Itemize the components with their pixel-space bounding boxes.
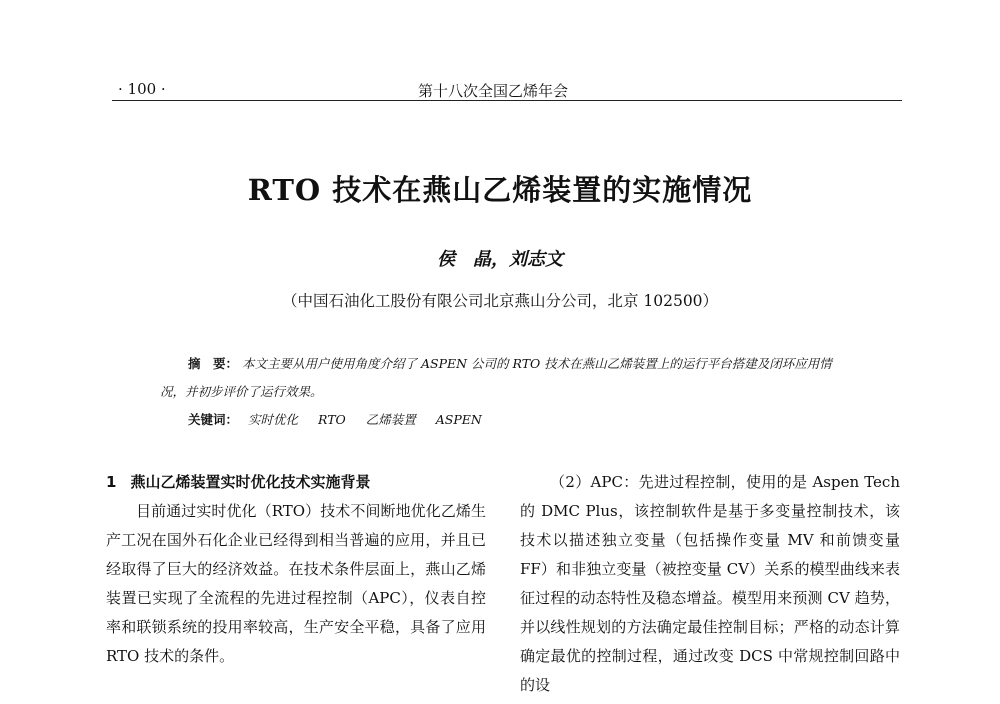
keyword-item: RTO (318, 412, 346, 427)
abstract-label: 摘 要： (188, 356, 239, 371)
section-heading (106, 468, 486, 497)
section-title: 燕山乙烯装置实时优化技术实施背景 (130, 473, 371, 491)
left-column (106, 468, 486, 671)
header-rule (112, 100, 902, 101)
page-number: · 100 · (118, 80, 166, 98)
keyword-item: 实时优化 (248, 412, 299, 427)
keywords-label: 关键词： (188, 412, 239, 427)
affiliation: （中国石油化工股份有限公司北京燕山分公司，北京 102500） (281, 292, 719, 310)
keywords (188, 410, 492, 428)
right-column (520, 468, 900, 700)
keyword-item: ASPEN (435, 412, 482, 427)
apc-paragraph: （2）APC：先进过程控制，使用的是 Aspen Tech 的 DMC Plus，该控制软件是基于多变量控制技术，该技术以描述独立变量（包括操作变量 MV 和前馈变量 FF）和非独立变量（被控变量 CV）关系的模型曲线来表征过程的动态特性及稳态增益。模型用来预测 CV 趋势，并以线性规划的方法确定最佳控制目标；严格的动态计算确定最优的控制过程，通过改变 DCS 中常规控制回路中的设 (520, 473, 900, 694)
abstract (160, 350, 850, 406)
running-title: 第十八次全国乙烯年会 (418, 82, 569, 100)
authors: 侯 晶，刘志文 (437, 249, 563, 270)
paper-title: RTO 技术在燕山乙烯装置的实施情况 (247, 173, 753, 207)
abstract-text: 本文主要从用户使用角度介绍了 ASPEN 公司的 RTO 技术在燕山乙烯装置上的运行平台搭建及闭环应用情况，并初步评价了运行效果。 (160, 356, 832, 399)
keyword-item: 乙烯装置 (365, 412, 416, 427)
section-number: 1 (106, 473, 117, 491)
section-paragraph: 目前通过实时优化（RTO）技术不间断地优化乙烯生产工况在国外石化企业已经得到相当普遍的应用，并且已经取得了巨大的经济效益。在技术条件层面上，燕山乙烯装置已实现了全流程的先进过程控制（APC），仪表自控率和联锁系统的投用率较高，生产安全平稳，具备了应用 RTO 技术的条件。 (106, 502, 486, 665)
